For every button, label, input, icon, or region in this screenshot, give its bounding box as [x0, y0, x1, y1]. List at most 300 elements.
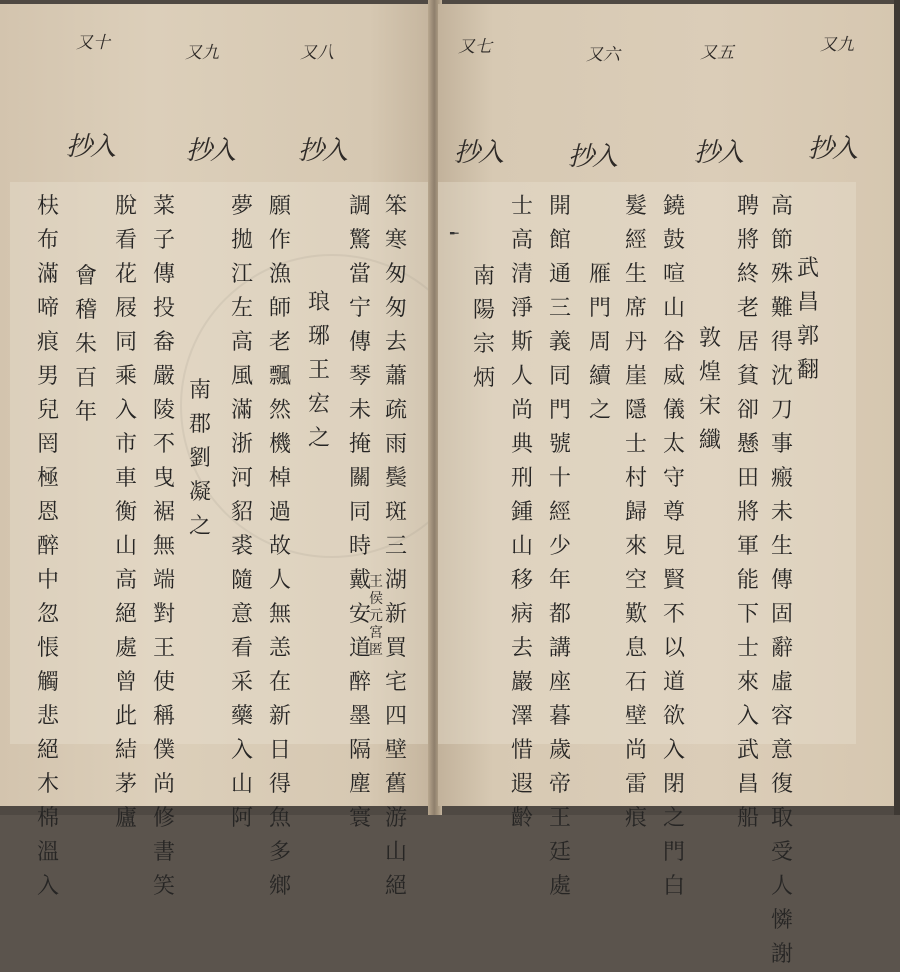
character: 藥 — [230, 704, 253, 729]
character: 絕 — [384, 874, 407, 899]
character: 隨 — [230, 568, 253, 593]
character: 入 — [114, 398, 137, 423]
character: 歸 — [624, 500, 647, 525]
character: 新 — [384, 602, 407, 627]
character: 琊 — [307, 324, 330, 349]
character: 之 — [662, 806, 685, 831]
character: 四 — [384, 704, 407, 729]
character: 調 — [348, 194, 371, 219]
character: 門 — [548, 398, 571, 423]
character: 三 — [548, 296, 571, 321]
character: 貂 — [230, 500, 253, 525]
character: 宏 — [307, 392, 330, 417]
character: 罔 — [36, 432, 59, 457]
character: 對 — [152, 602, 175, 627]
character: 買 — [384, 636, 407, 661]
character: 年 — [548, 568, 571, 593]
character: 宗 — [472, 332, 495, 357]
margin-number: 又九 — [185, 43, 219, 63]
character: 壁 — [384, 738, 407, 763]
character: 溫 — [36, 840, 59, 865]
character: 瘢 — [770, 466, 793, 491]
character: 齡 — [510, 806, 533, 831]
character: 虛 — [770, 670, 793, 695]
inline-note — [362, 574, 390, 659]
character: 高 — [770, 194, 793, 219]
character: 王 — [152, 636, 175, 661]
character: 敦 — [698, 326, 721, 351]
text-column — [696, 322, 724, 458]
character: 枎 — [36, 194, 59, 219]
character: 衡 — [114, 500, 137, 525]
character: 經 — [624, 228, 647, 253]
margin-number: 又七 — [458, 37, 492, 57]
character: 過 — [268, 500, 291, 525]
character: 欲 — [662, 704, 685, 729]
character: 朱 — [74, 332, 97, 357]
text-column — [586, 258, 614, 428]
character: 受 — [770, 840, 793, 865]
character: 山 — [114, 534, 137, 559]
character: 稽 — [74, 298, 97, 323]
character: 滿 — [36, 262, 59, 287]
character: 老 — [736, 296, 759, 321]
page-edge — [894, 0, 900, 815]
character: 鍾 — [510, 500, 533, 525]
character: 風 — [230, 364, 253, 389]
text-column — [734, 190, 762, 836]
character: 斯 — [510, 330, 533, 355]
character: 澤 — [510, 704, 533, 729]
character: 沈 — [770, 364, 793, 389]
character: 故 — [268, 534, 291, 559]
character: 僕 — [152, 738, 175, 763]
character: 去 — [384, 330, 407, 355]
character: 白 — [662, 874, 685, 899]
character: 然 — [268, 398, 291, 423]
character: 車 — [114, 466, 137, 491]
character: 懸 — [736, 432, 759, 457]
character: 痕 — [36, 330, 59, 355]
character: 王 — [307, 358, 330, 383]
character: 斑 — [384, 500, 407, 525]
margin-mark: 抄入 — [454, 138, 503, 168]
character: 驚 — [348, 228, 371, 253]
note-character: 王 — [369, 574, 383, 590]
character: 少 — [548, 534, 571, 559]
character: 鐃 — [662, 194, 685, 219]
character: 醉 — [348, 670, 371, 695]
character: 以 — [662, 636, 685, 661]
character: 飄 — [268, 364, 291, 389]
character: 恙 — [268, 636, 291, 661]
character: 老 — [268, 330, 291, 355]
character: 關 — [348, 466, 371, 491]
character: 傳 — [770, 568, 793, 593]
character: 號 — [548, 432, 571, 457]
character: 河 — [230, 466, 253, 491]
margin-mark: 抄入 — [568, 142, 617, 172]
text-column — [72, 260, 100, 430]
note-character: 宮 — [369, 625, 383, 641]
character: 采 — [230, 670, 253, 695]
margin-mark: 抄入 — [298, 136, 347, 166]
text-column — [228, 190, 256, 836]
character: 刑 — [510, 466, 533, 491]
character: 隱 — [624, 398, 647, 423]
character: 壁 — [624, 704, 647, 729]
character: 未 — [348, 398, 371, 423]
character: 來 — [624, 534, 647, 559]
character: 道 — [348, 636, 371, 661]
character: 鬓 — [384, 466, 407, 491]
text-column — [34, 190, 62, 904]
note-character: 元 — [369, 608, 383, 624]
margin-mark: 抄入 — [186, 136, 235, 166]
character: 寰 — [348, 806, 371, 831]
character: 十 — [548, 466, 571, 491]
character: 棉 — [36, 806, 59, 831]
right-text-block — [438, 4, 896, 967]
character: 義 — [548, 330, 571, 355]
note-character: 侯 — [369, 591, 383, 607]
character: 武 — [736, 738, 759, 763]
character: 會 — [74, 264, 97, 289]
text-column — [508, 190, 536, 836]
margin-mark: 抄入 — [694, 138, 743, 168]
character: 不 — [152, 432, 175, 457]
character: 忽 — [36, 602, 59, 627]
character: 夢 — [230, 194, 253, 219]
character: 脫 — [114, 194, 137, 219]
character: 隔 — [348, 738, 371, 763]
character: 絕 — [36, 738, 59, 763]
character: 得 — [770, 330, 793, 355]
character: 百 — [74, 366, 97, 391]
character: 惜 — [510, 738, 533, 763]
character: 入 — [662, 738, 685, 763]
character: 席 — [624, 296, 647, 321]
character: 刀 — [770, 398, 793, 423]
character: 塵 — [348, 772, 371, 797]
character: 尚 — [510, 398, 533, 423]
character: 棹 — [268, 466, 291, 491]
character: 容 — [770, 704, 793, 729]
character: 處 — [548, 874, 571, 899]
right-page — [438, 4, 896, 967]
character: 投 — [152, 296, 175, 321]
character: 節 — [770, 228, 793, 253]
character: 新 — [268, 704, 291, 729]
character: 匆 — [384, 296, 407, 321]
character: 難 — [770, 296, 793, 321]
character: 村 — [624, 466, 647, 491]
character: 謝 — [770, 942, 793, 967]
text-column — [382, 190, 410, 904]
character: 在 — [268, 670, 291, 695]
character: 恩 — [36, 500, 59, 525]
character: 生 — [624, 262, 647, 287]
character: 南 — [472, 264, 495, 289]
character: 木 — [36, 772, 59, 797]
character: 宁 — [348, 296, 371, 321]
character: 宋 — [698, 394, 721, 419]
character: 將 — [736, 500, 759, 525]
character: 傳 — [348, 330, 371, 355]
character: 魚 — [268, 806, 291, 831]
character: 石 — [624, 670, 647, 695]
character: 琅 — [307, 290, 330, 315]
character: 息 — [624, 636, 647, 661]
margin-number: 又六 — [586, 45, 620, 65]
margin-number: 又十 — [76, 33, 110, 53]
character: 病 — [510, 602, 533, 627]
character: 曳 — [152, 466, 175, 491]
character: 復 — [770, 772, 793, 797]
character: 巖 — [510, 670, 533, 695]
character: 得 — [268, 772, 291, 797]
character: 將 — [736, 228, 759, 253]
character: 去 — [510, 636, 533, 661]
character: 威 — [662, 364, 685, 389]
character: 空 — [624, 568, 647, 593]
text-column — [470, 260, 498, 396]
character: 山 — [510, 534, 533, 559]
character: 見 — [662, 534, 685, 559]
character: 昌 — [736, 772, 759, 797]
character: 無 — [268, 602, 291, 627]
character: 湖 — [384, 568, 407, 593]
character: 山 — [662, 296, 685, 321]
text-column — [660, 190, 688, 904]
character: 醉 — [36, 534, 59, 559]
character: 山 — [384, 840, 407, 865]
text-column — [112, 190, 140, 836]
character: 痕 — [624, 806, 647, 831]
character: 鄉 — [268, 874, 291, 899]
character: 布 — [36, 228, 59, 253]
character: 軍 — [736, 534, 759, 559]
margin-number: 又八 — [300, 43, 334, 63]
character: 戴 — [348, 568, 371, 593]
character: 舊 — [384, 772, 407, 797]
character: 講 — [548, 636, 571, 661]
character: 尊 — [662, 500, 685, 525]
character: 凝 — [188, 480, 211, 505]
text-column — [266, 190, 294, 904]
character: 館 — [548, 228, 571, 253]
margin-mark: 抄入 — [66, 132, 115, 162]
character: 士 — [624, 432, 647, 457]
character: 男 — [36, 364, 59, 389]
character: 廷 — [548, 840, 571, 865]
character: 事 — [770, 432, 793, 457]
character: 陵 — [152, 398, 175, 423]
character: 終 — [736, 262, 759, 287]
character: 翻 — [796, 358, 819, 383]
character: 典 — [510, 432, 533, 457]
character: 願 — [268, 194, 291, 219]
character: 貧 — [736, 364, 759, 389]
character: 作 — [268, 228, 291, 253]
character: 兒 — [36, 398, 59, 423]
text-column — [305, 286, 333, 456]
character: 守 — [662, 466, 685, 491]
character: 高 — [510, 228, 533, 253]
character: 歎 — [624, 602, 647, 627]
character: 道 — [662, 670, 685, 695]
ink-tick-mark: ╾ — [450, 226, 459, 242]
character: 之 — [307, 426, 330, 451]
character: 雷 — [624, 772, 647, 797]
text-column — [150, 190, 178, 904]
character: 人 — [268, 568, 291, 593]
character: 墨 — [348, 704, 371, 729]
character: 安 — [348, 602, 371, 627]
character: 畚 — [152, 330, 175, 355]
character: 機 — [268, 432, 291, 457]
text-column — [346, 190, 374, 836]
character: 同 — [348, 500, 371, 525]
character: 雁 — [588, 262, 611, 287]
character: 入 — [230, 738, 253, 763]
character: 髮 — [624, 194, 647, 219]
character: 高 — [230, 330, 253, 355]
character: 淨 — [510, 296, 533, 321]
character: 崖 — [624, 364, 647, 389]
character: 煌 — [698, 360, 721, 385]
character: 茅 — [114, 772, 137, 797]
character: 意 — [230, 602, 253, 627]
character: 宅 — [384, 670, 407, 695]
character: 尚 — [152, 772, 175, 797]
character: 阿 — [230, 806, 253, 831]
character: 纖 — [698, 428, 721, 453]
character: 居 — [736, 330, 759, 355]
character: 生 — [770, 534, 793, 559]
character: 乘 — [114, 364, 137, 389]
character: 三 — [384, 534, 407, 559]
character: 能 — [736, 568, 759, 593]
character: 憐 — [770, 908, 793, 933]
character: 辭 — [770, 636, 793, 661]
character: 續 — [588, 364, 611, 389]
character: 雨 — [384, 432, 407, 457]
left-text-block — [0, 4, 434, 899]
character: 笑 — [152, 874, 175, 899]
text-column — [622, 190, 650, 836]
character: 悵 — [36, 636, 59, 661]
character: 殊 — [770, 262, 793, 287]
character: 移 — [510, 568, 533, 593]
character: 稱 — [152, 704, 175, 729]
character: 門 — [662, 840, 685, 865]
character: 周 — [588, 330, 611, 355]
character: 人 — [510, 364, 533, 389]
character: 士 — [510, 194, 533, 219]
character: 書 — [152, 840, 175, 865]
character: 卻 — [736, 398, 759, 423]
character: 之 — [588, 398, 611, 423]
character: 廬 — [114, 806, 137, 831]
character: 絕 — [114, 602, 137, 627]
character: 都 — [548, 602, 571, 627]
character: 南 — [188, 378, 211, 403]
character: 歲 — [548, 738, 571, 763]
character: 郭 — [796, 324, 819, 349]
character: 修 — [152, 806, 175, 831]
character: 昌 — [796, 290, 819, 315]
character: 漁 — [268, 262, 291, 287]
character: 左 — [230, 296, 253, 321]
character: 浙 — [230, 432, 253, 457]
character: 笨 — [384, 194, 407, 219]
character: 滿 — [230, 398, 253, 423]
character: 取 — [770, 806, 793, 831]
character: 同 — [548, 364, 571, 389]
character: 尚 — [624, 738, 647, 763]
character: 經 — [548, 500, 571, 525]
character: 田 — [736, 466, 759, 491]
character: 日 — [268, 738, 291, 763]
note-character: 匿 — [369, 642, 383, 658]
character: 帝 — [548, 772, 571, 797]
character: 中 — [36, 568, 59, 593]
character: 門 — [588, 296, 611, 321]
character: 同 — [114, 330, 137, 355]
character: 閉 — [662, 772, 685, 797]
character: 結 — [114, 738, 137, 763]
character: 下 — [736, 602, 759, 627]
character: 船 — [736, 806, 759, 831]
character: 未 — [770, 500, 793, 525]
text-column — [546, 190, 574, 904]
margin-number: 又五 — [700, 43, 734, 63]
character: 疏 — [384, 398, 407, 423]
character: 開 — [548, 194, 571, 219]
character: 悲 — [36, 704, 59, 729]
character: 傳 — [152, 262, 175, 287]
character: 谷 — [662, 330, 685, 355]
character: 高 — [114, 568, 137, 593]
character: 游 — [384, 806, 407, 831]
character: 多 — [268, 840, 291, 865]
character: 郡 — [188, 412, 211, 437]
character: 清 — [510, 262, 533, 287]
character: 花 — [114, 262, 137, 287]
character: 入 — [736, 704, 759, 729]
character: 江 — [230, 262, 253, 287]
character: 曾 — [114, 670, 137, 695]
character: 極 — [36, 466, 59, 491]
character: 陽 — [472, 298, 495, 323]
character: 喧 — [662, 262, 685, 287]
character: 時 — [348, 534, 371, 559]
text-column — [768, 190, 796, 972]
character: 賢 — [662, 568, 685, 593]
character: 太 — [662, 432, 685, 457]
character: 遐 — [510, 772, 533, 797]
character: 武 — [796, 256, 819, 281]
character: 炳 — [472, 366, 495, 391]
character: 丹 — [624, 330, 647, 355]
character: 固 — [770, 602, 793, 627]
character: 劉 — [188, 446, 211, 471]
character: 之 — [188, 514, 211, 539]
character: 蕭 — [384, 364, 407, 389]
character: 王 — [548, 806, 571, 831]
character: 子 — [152, 228, 175, 253]
